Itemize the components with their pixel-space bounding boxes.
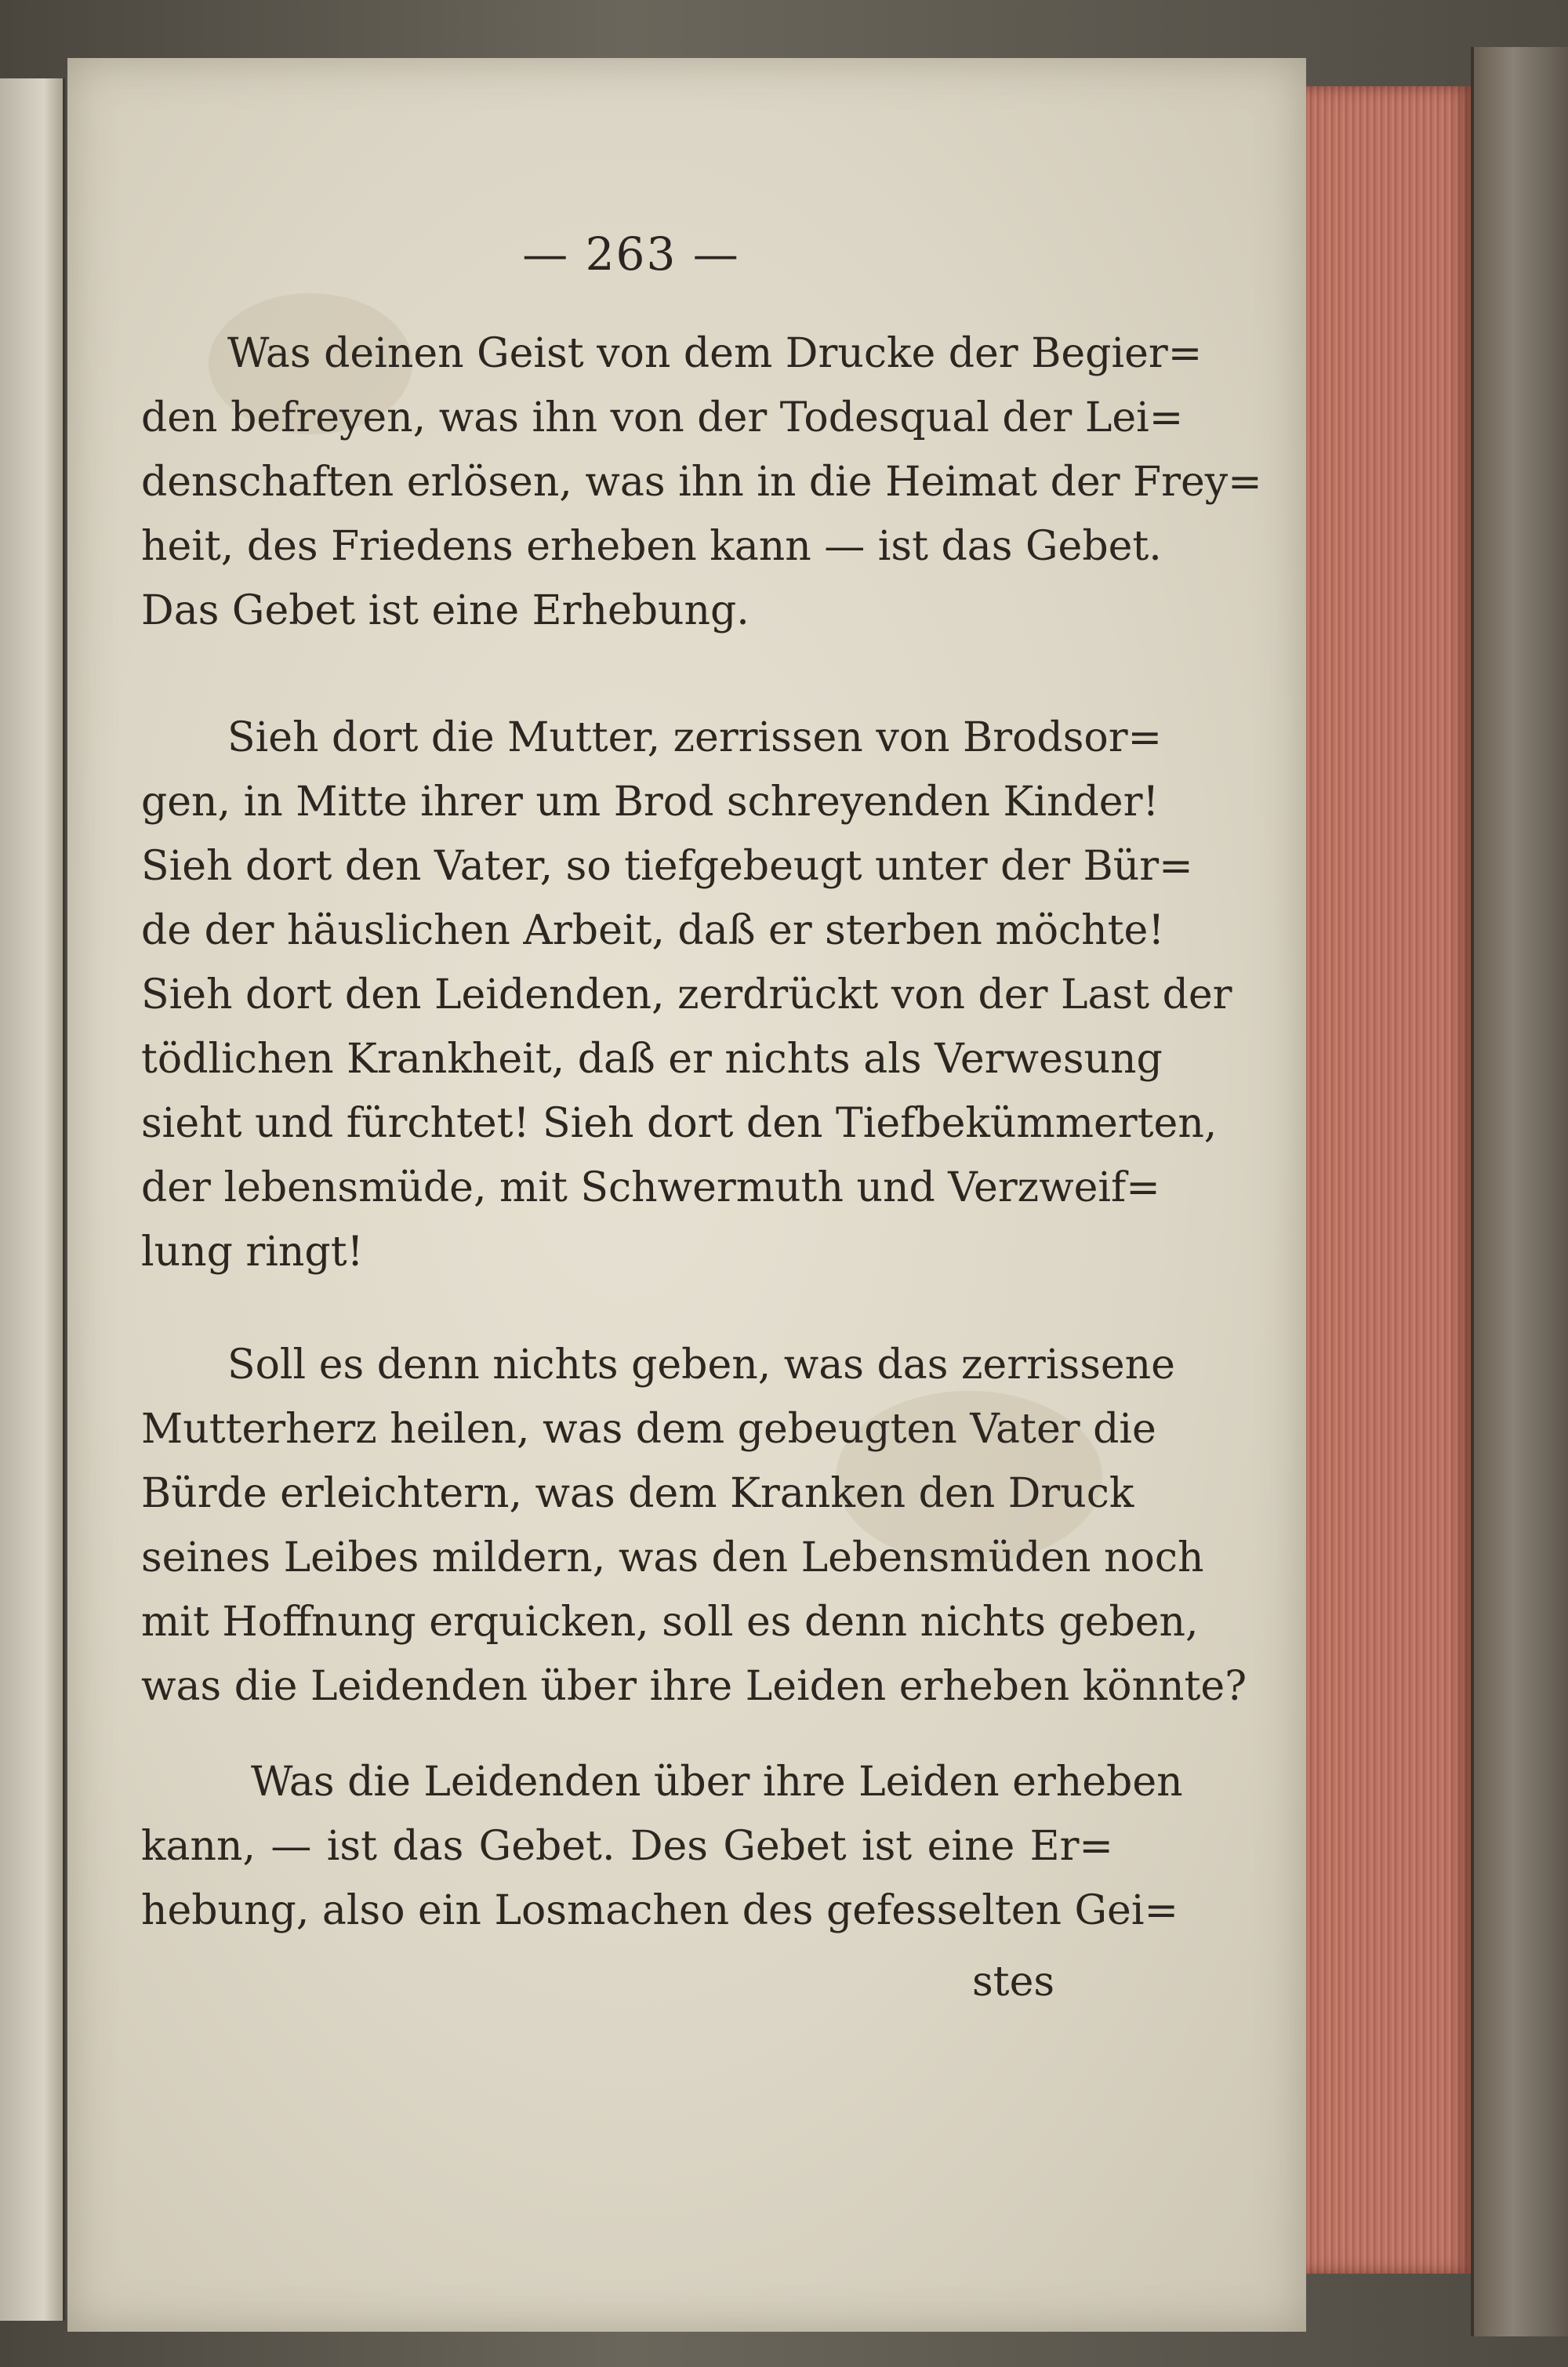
text-line: den befreyen, was ihn von der Todesqual der Lei= bbox=[141, 394, 1184, 441]
text-line: seines Leibes mildern, was den Lebensmüden noch bbox=[141, 1534, 1204, 1581]
paragraph-2 bbox=[141, 706, 1232, 1284]
text-line: gen, in Mitte ihrer um Brod schreyenden Kinder! bbox=[141, 779, 1160, 826]
text-line: lung ringt! bbox=[141, 1229, 364, 1276]
text-line: kann, — ist das Gebet. Des Gebet ist eine Er= bbox=[141, 1823, 1113, 1870]
paragraph-4 bbox=[141, 1750, 1183, 1943]
text-line: Soll es denn nichts geben, was das zerrissene bbox=[227, 1341, 1175, 1389]
text-line: Bürde erleichtern, was dem Kranken den Druck bbox=[141, 1470, 1134, 1517]
text-line: denschaften erlösen, was ihn in die Heimat der Frey= bbox=[141, 459, 1262, 506]
text-line: hebung, also ein Losmachen des gefesselten Gei= bbox=[141, 1887, 1179, 1934]
text-line: sieht und fürchtet! Sieh dort den Tiefbekümmerten, bbox=[141, 1100, 1218, 1147]
text-line: Was deinen Geist von dem Drucke der Begier= bbox=[227, 330, 1203, 377]
text-line: der lebensmüde, mit Schwermuth und Verzweif= bbox=[141, 1164, 1160, 1211]
text-line: Mutterherz heilen, was dem gebeugten Vater die bbox=[141, 1406, 1156, 1453]
page-edges bbox=[1306, 86, 1471, 2274]
catchword: stes bbox=[972, 1959, 1055, 2006]
previous-page-edge bbox=[0, 78, 65, 2321]
paragraph-1 bbox=[141, 321, 1262, 643]
text-line: Sieh dort den Leidenden, zerdrückt von der Last der bbox=[141, 971, 1232, 1018]
text-line: de der häuslichen Arbeit, daß er sterben möchte! bbox=[141, 907, 1165, 954]
text-line: Was die Leidenden über ihre Leiden erheben bbox=[251, 1759, 1183, 1806]
text-line: Sieh dort den Vater, so tiefgebeugt unter der Bür= bbox=[141, 843, 1193, 890]
text-line: was die Leidenden über ihre Leiden erheben könnte? bbox=[141, 1663, 1247, 1710]
text-line: tödlichen Krankheit, daß er nichts als Verwesung bbox=[141, 1036, 1163, 1083]
page-number-header: — 263 — bbox=[522, 227, 740, 281]
paragraph-3 bbox=[141, 1333, 1247, 1719]
text-line: mit Hoffnung erquicken, soll es denn nichts geben, bbox=[141, 1599, 1199, 1646]
text-line: Sieh dort die Mutter, zerrissen von Brodsor= bbox=[227, 714, 1163, 761]
book-cover bbox=[1471, 47, 1568, 2336]
text-line: heit, des Friedens erheben kann — ist das Gebet. bbox=[141, 523, 1162, 570]
text-line: Das Gebet ist eine Erhebung. bbox=[141, 587, 750, 634]
